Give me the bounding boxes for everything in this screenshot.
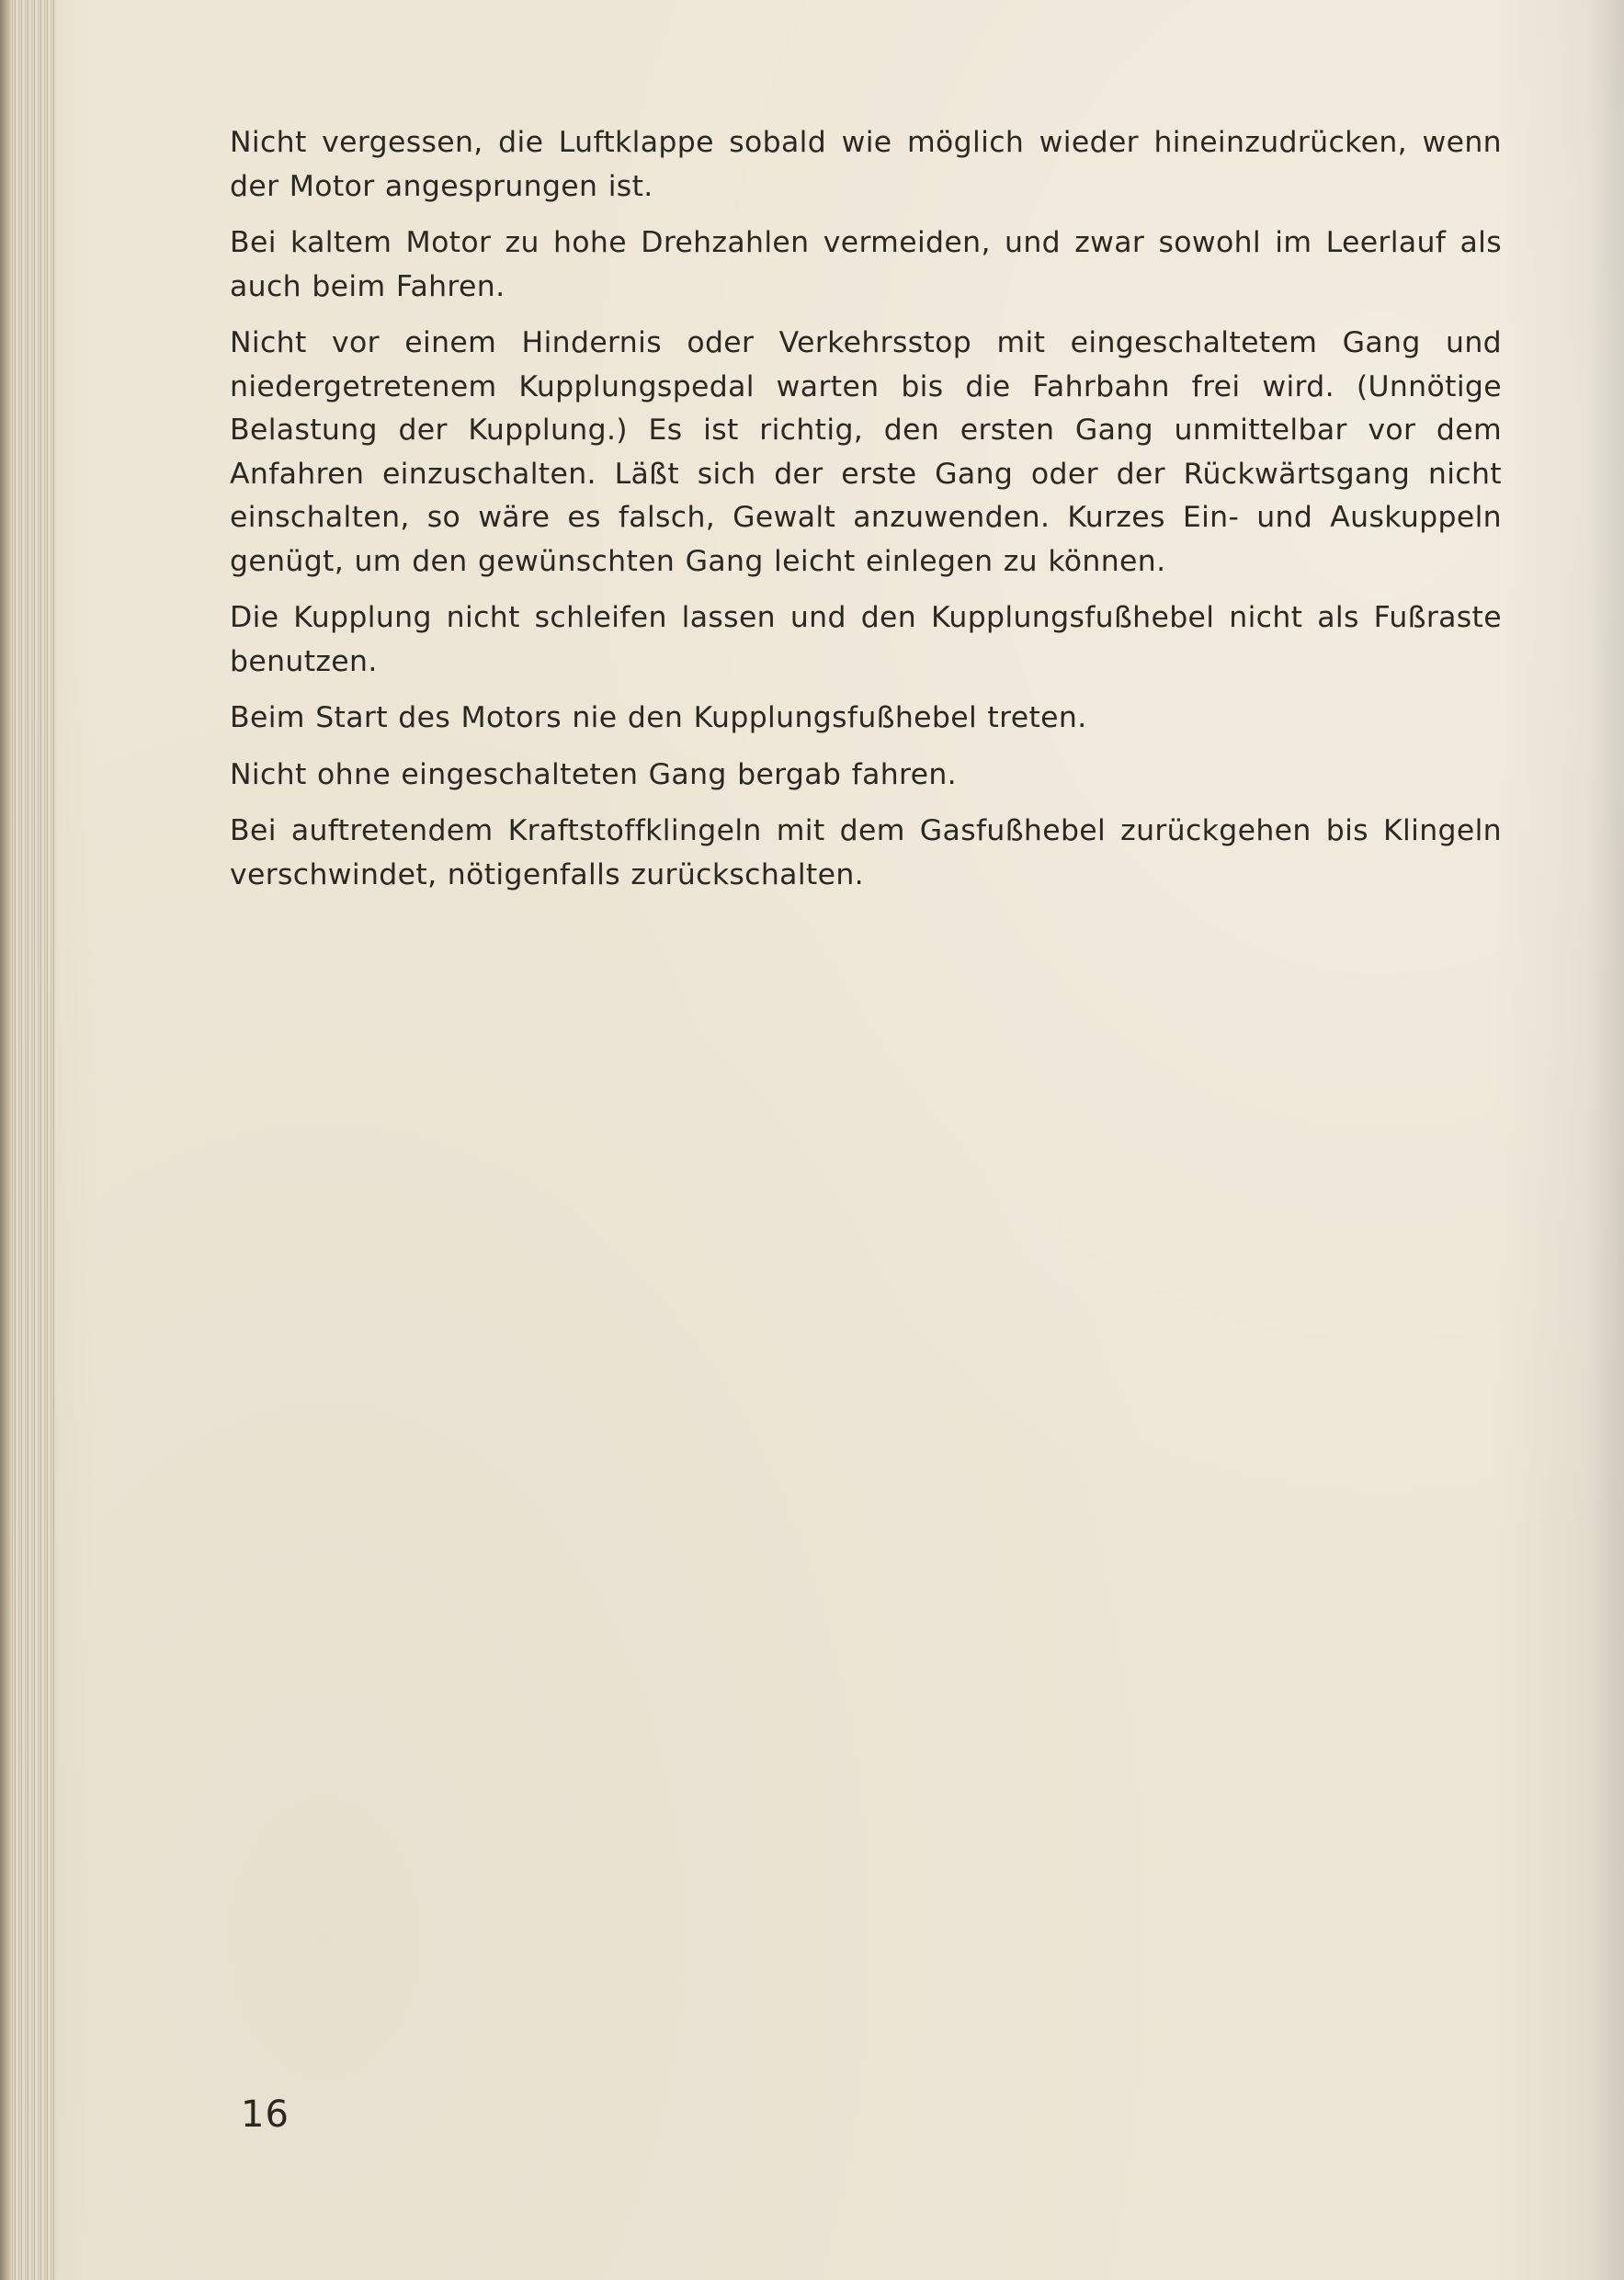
paragraph-kalter-motor: Bei kaltem Motor zu hohe Drehzahlen vermeiden, und zwar sowohl im Leerlauf als auch beim Fahren. [230, 226, 1502, 303]
paragraph-luftklappe: Nicht vergessen, die Luftklappe sobald wie möglich wieder hineinzudrücken, wenn der Motor angesprungen ist. [230, 126, 1502, 203]
page-number: 16 [241, 2093, 290, 2136]
paragraph-hindernis-kupplung: Nicht vor einem Hindernis oder Verkehrsstop mit eingeschaltetem Gang und niedergetretenem Kupplungspedal warten bis die Fahrbahn frei wird. (Unnötige Belastung der Kupplung.) Es ist richtig, den ersten Gang unmittelbar vor dem Anfahren einzuschalten. Läßt sich der erste Gang oder der Rückwärtsgang nicht einschalten, so wäre es falsch, Gewalt anzuwenden. Kurzes Ein- und Auskuppeln genügt, um den gewünschten Gang leicht einlegen zu können. [230, 326, 1502, 578]
page-right-edge-shadow [1587, 0, 1624, 2280]
paragraph-bergab: Nicht ohne eingeschalteten Gang bergab fahren. [230, 757, 958, 791]
spine-shadow [0, 0, 13, 2280]
body-text [230, 121, 1502, 910]
paragraph-kupplung-schleifen: Die Kupplung nicht schleifen lassen und den Kupplungsfußhebel nicht als Fußraste benutzen. [230, 601, 1502, 678]
paragraph-start-motor: Beim Start des Motors nie den Kupplungsfußhebel treten. [230, 701, 1087, 734]
paragraph-kraftstoffklingeln: Bei auftretendem Kraftstoffklingeln mit dem Gasfußhebel zurückgehen bis Klingeln verschwindet, nötigenfalls zurückschalten. [230, 814, 1502, 891]
